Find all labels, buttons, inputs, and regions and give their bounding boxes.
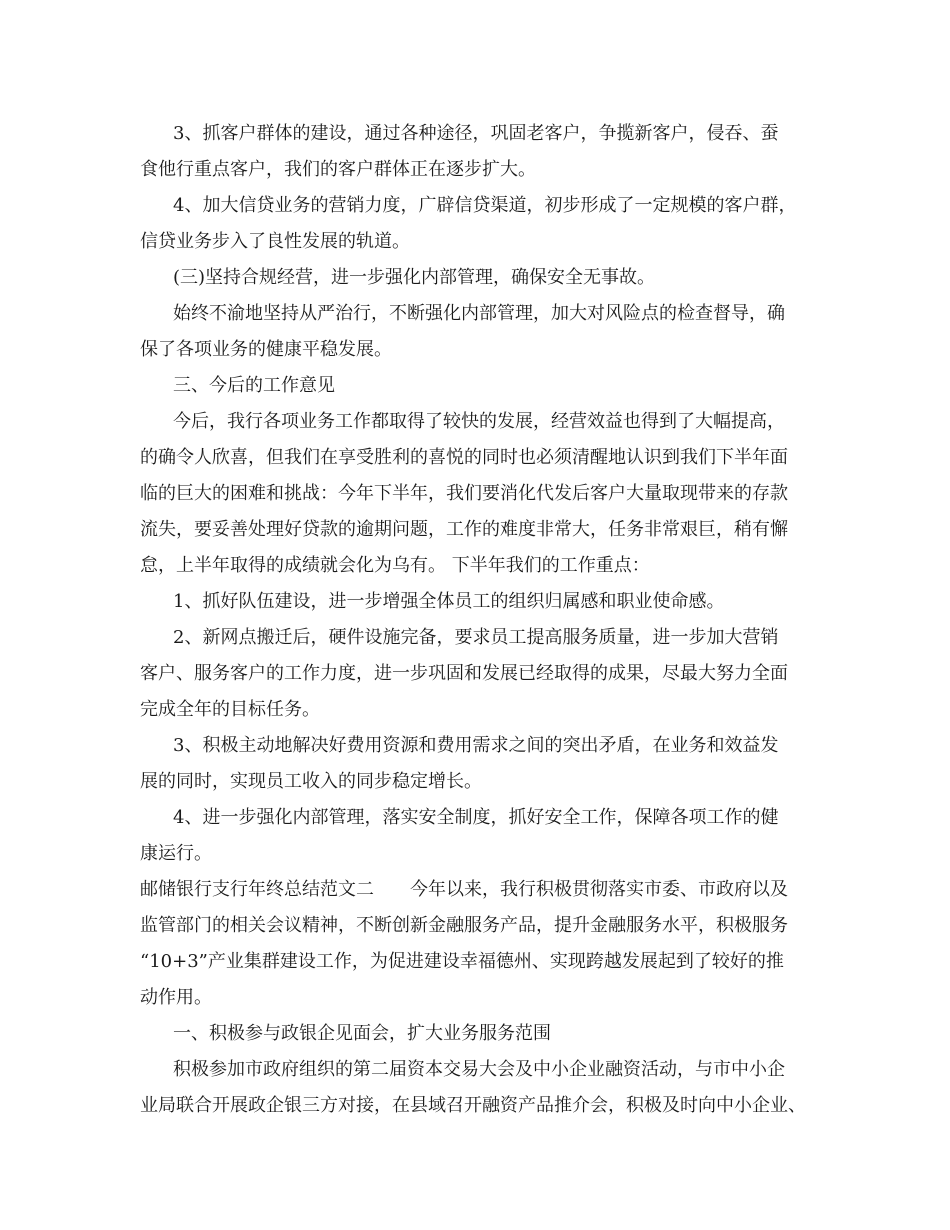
text-line: 3、积极主动地解决好费用资源和费用需求之间的突出矛盾，在业务和效益发 [173, 735, 779, 756]
text-line: 业局联合开展政企银三方对接，在县域召开融资产品推介会，积极及时向中小企业、 [140, 1095, 806, 1116]
text-line: 监管部门的相关会议精神，不断创新金融服务产品，提升金融服务水平，积极服务 [140, 915, 788, 936]
text-line: (三)坚持合规经营，进一步强化内部管理，确保安全无事故。 [173, 267, 656, 288]
text-line: “10+3”产业集群建设工作，为促进建设幸福德州、实现跨越发展起到了较好的推 [140, 951, 784, 972]
text-line: 始终不渝地坚持从严治行，不断强化内部管理，加大对风险点的检查督导，确 [173, 303, 785, 324]
text-line: 信贷业务步入了良性发展的轨道。 [140, 231, 410, 252]
text-line: 4、进一步强化内部管理，落实安全制度，抓好安全工作，保障各项工作的健 [173, 807, 779, 828]
text-line: 3、抓客户群体的建设，通过各种途径，巩固老客户，争揽新客户，侵吞、蚕 [173, 123, 779, 144]
text-line: 2、新网点搬迁后，硬件设施完备，要求员工提高服务质量，进一步加大营销 [173, 627, 779, 648]
text-line: 积极参加市政府组织的第二届资本交易大会及中小企业融资活动，与市中小企 [173, 1059, 785, 1080]
text-line: 完成全年的目标任务。 [140, 699, 320, 720]
text-line: 动作用。 [140, 987, 212, 1008]
text-line: 保了各项业务的健康平稳发展。 [140, 339, 392, 360]
text-line: 展的同时，实现员工收入的同步稳定增长。 [140, 771, 482, 792]
text-line: 流失，要妥善处理好贷款的逾期问题，工作的难度非常大，任务非常艰巨，稍有懈 [140, 519, 788, 540]
document-body [140, 116, 820, 1124]
text-line: 邮储银行支行年终总结范文二 今年以来，我行积极贯彻落实市委、市政府以及 [140, 879, 788, 900]
text-line: 临的巨大的困难和挑战：今年下半年，我们要消化代发后客户大量取现带来的存款 [140, 483, 788, 504]
text-line: 食他行重点客户，我们的客户群体正在逐步扩大。 [140, 159, 536, 180]
text-line: 4、加大信贷业务的营销力度，广辟信贷渠道，初步形成了一定规模的客户群， [173, 195, 797, 216]
text-line: 怠，上半年取得的成绩就会化为乌有。 下半年我们的工作重点： [140, 555, 650, 576]
text-line: 三、今后的工作意见 [173, 375, 335, 396]
text-line: 1、抓好队伍建设，进一步增强全体员工的组织归属感和职业使命感。 [173, 591, 725, 612]
text-line: 客户、服务客户的工作力度，进一步巩固和发展已经取得的成果，尽最大努力全面 [140, 663, 788, 684]
text-line: 康运行。 [140, 843, 212, 864]
text-line: 一、积极参与政银企见面会，扩大业务服务范围 [173, 1023, 551, 1044]
text-line: 今后，我行各项业务工作都取得了较快的发展，经营效益也得到了大幅提高， [173, 411, 785, 432]
text-line: 的确令人欣喜，但我们在享受胜利的喜悦的同时也必须清醒地认识到我们下半年面 [140, 447, 788, 468]
